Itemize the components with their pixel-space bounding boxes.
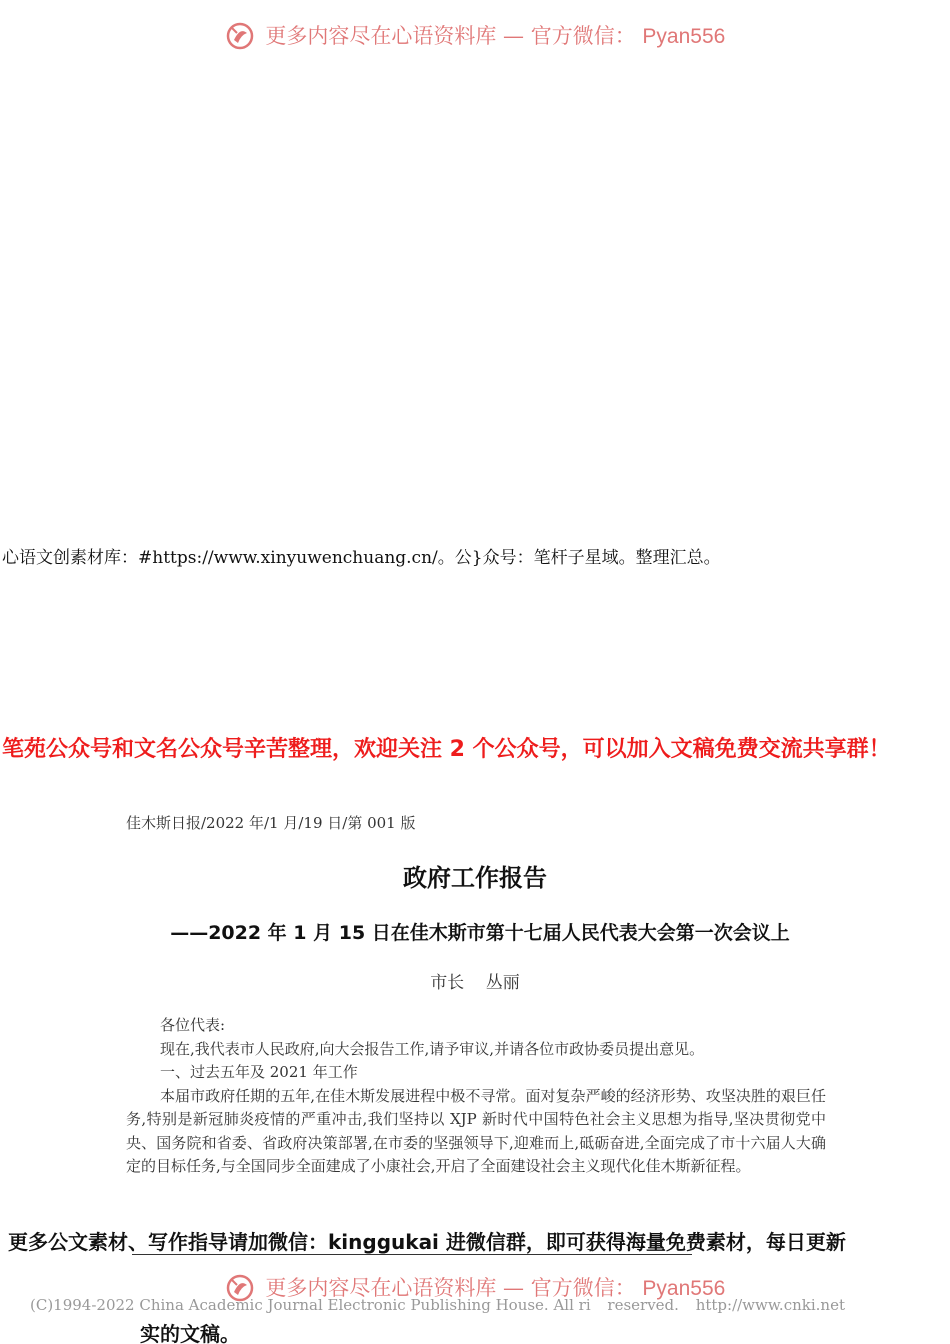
clipped-bottom-text: 实的文稿。 — [140, 1322, 240, 1344]
body-intro: 现在,我代表市人民政府,向大会报告工作,请予审议,并请各位市政协委员提出意见。 — [160, 1039, 705, 1058]
cnki-footer — [30, 1296, 845, 1314]
watermark-official-label: 官方微信： — [530, 24, 636, 48]
watermark-logo-icon — [225, 21, 255, 51]
wechat-ad-line: 更多公文素材、写作指导请加微信：kinggukai 进微信群，即可获得海量免费素材，每日更新 — [8, 1230, 846, 1254]
watermark-main-text: 更多内容尽在心语资料库 — [265, 24, 497, 48]
document-body — [126, 1014, 826, 1179]
watermark-dash: — — [503, 1276, 525, 1300]
footer-url: http://www.cnki.net — [695, 1296, 845, 1314]
body-section-heading: 一、过去五年及 2021 年工作 — [160, 1063, 358, 1081]
body-greeting: 各位代表: — [160, 1016, 226, 1034]
source-note-line: 心语文创素材库：#https://www.xinyuwenchuang.cn/。公}众号：笔杆子星域。整理汇总。 — [2, 548, 721, 568]
watermark-header — [0, 20, 950, 51]
red-notice: 笔苑公众号和文名公众号辛苦整理，欢迎关注 2 个公众号，可以加入文稿免费交流共享群！ — [2, 737, 891, 762]
ad-strike-rule — [132, 1254, 692, 1255]
footer-copyright: (C)1994-2022 China Academic Journal Electronic Publishing House. All ri — [30, 1296, 591, 1314]
newspaper-source: 佳木斯日报/2022 年/1 月/19 日/第 001 版 — [126, 814, 416, 832]
watermark-main-text: 更多内容尽在心语资料库 — [265, 1276, 497, 1300]
watermark-dash: — — [503, 24, 525, 48]
document-title: 政府工作报告 — [403, 864, 547, 892]
footer-reserved: reserved. — [607, 1296, 679, 1314]
document-author: 市长 丛丽 — [430, 973, 520, 993]
document-subtitle: ——2022 年 1 月 15 日在佳木斯市第十七届人民代表大会第一次会议上 — [170, 922, 790, 944]
watermark-wechat-id: Pyan556 — [642, 25, 726, 48]
watermark-wechat-id: Pyan556 — [642, 1277, 726, 1300]
body-paragraph: 本届市政府任期的五年,在佳木斯发展进程中极不寻常。面对复杂严峻的经济形势、攻坚决胜的艰巨任务,特别是新冠肺炎疫情的严重冲击,我们坚持以 XJP 新时代中国特色社会主义思想为指导,坚决贯彻党中央、国务院和省委、省政府决策部署,在市委的坚强领导下,迎难而上,砥砺奋进,全面完成了市十六届人大确定的目标任务,与全国同步全面建成了小康社会,开启了全面建设社会主义现代化佳木斯新征程。 — [126, 1086, 826, 1175]
watermark-official-label: 官方微信： — [530, 1276, 636, 1300]
